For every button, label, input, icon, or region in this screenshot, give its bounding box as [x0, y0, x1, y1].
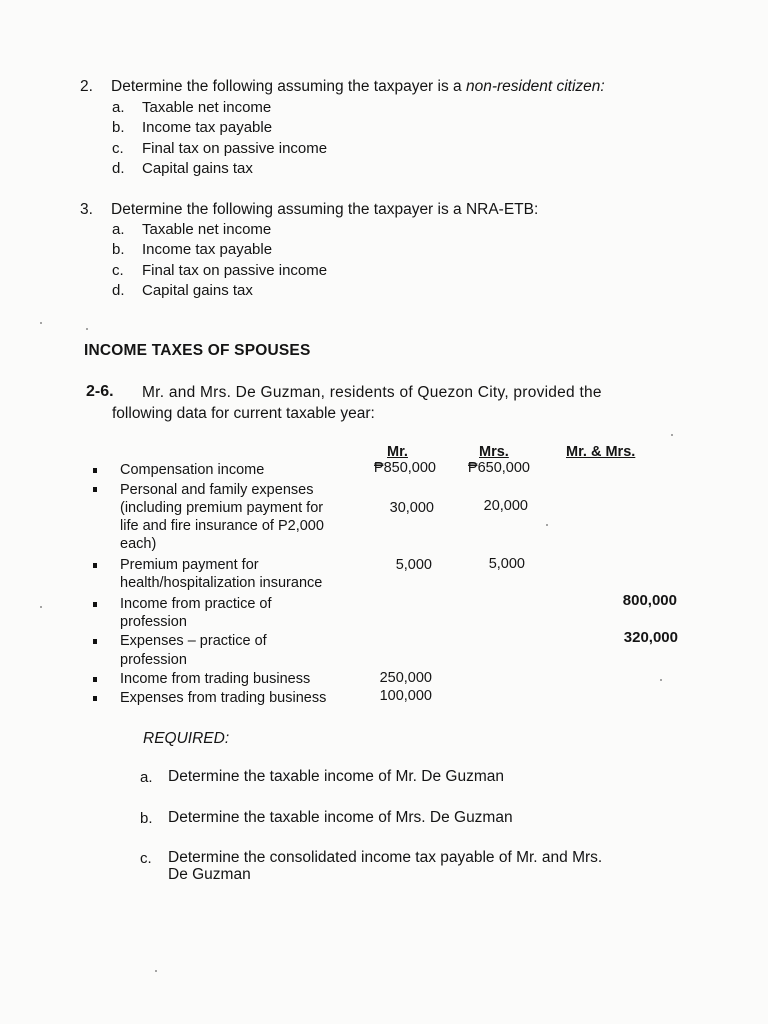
- scan-speck: [40, 322, 42, 324]
- section-heading: INCOME TAXES OF SPOUSES: [84, 342, 311, 359]
- row-compensation-mr: ₱850,000: [373, 460, 436, 476]
- q3-item-d-mark: d.: [112, 282, 125, 299]
- row-personal-mr: 30,000: [389, 500, 434, 516]
- q2-item-b-mark: b.: [112, 119, 125, 136]
- bullet-icon: [93, 677, 97, 682]
- problem-intro-line1: Mr. and Mrs. De Guzman, residents of Quezon City, provided the: [142, 384, 602, 401]
- row-trading-expense-label: Expenses from trading business: [120, 690, 327, 706]
- q3-number: 3.: [80, 201, 93, 218]
- required-title: REQUIRED:: [143, 730, 230, 747]
- required-c-text-line2: De Guzman: [168, 866, 251, 883]
- row-practice-income-label-line2: profession: [120, 614, 187, 630]
- row-trading-expense-mr: 100,000: [379, 688, 432, 704]
- problem-number: 2-6.: [86, 383, 114, 400]
- row-personal-label-line2: (including premium payment for: [120, 500, 324, 516]
- required-b-mark: b.: [140, 810, 153, 827]
- q3-item-a-text: Taxable net income: [142, 221, 272, 238]
- row-premium-label-line2: health/hospitalization insurance: [120, 575, 323, 591]
- row-practice-expense-label-line2: profession: [120, 652, 187, 668]
- required-b-text: Determine the taxable income of Mrs. De Guzman: [168, 809, 513, 826]
- row-personal-label-line3: life and fire insurance of P2,000: [120, 518, 324, 534]
- required-c-text-line1: Determine the consolidated income tax payable of Mr. and Mrs.: [168, 849, 603, 866]
- q2-item-b-text: Income tax payable: [142, 119, 273, 136]
- q2-item-d-mark: d.: [112, 160, 125, 177]
- bullet-icon: [93, 696, 97, 701]
- q3-item-d-text: Capital gains tax: [142, 282, 253, 299]
- bullet-icon: [93, 602, 97, 607]
- q3-item-b-mark: b.: [112, 241, 125, 258]
- scan-speck: [546, 524, 548, 526]
- q2-prompt-lead: Determine the following assuming the taxpayer is a: [111, 78, 466, 95]
- q3-item-c-mark: c.: [112, 262, 124, 279]
- scan-speck: [40, 606, 42, 608]
- required-c-mark: c.: [140, 850, 152, 867]
- q2-item-c-mark: c.: [112, 140, 124, 157]
- row-compensation-label: Compensation income: [120, 462, 265, 478]
- row-trading-income-mr: 250,000: [379, 670, 432, 686]
- row-personal-label-line1: Personal and family expenses: [120, 482, 314, 498]
- row-personal-mrs: 20,000: [483, 498, 528, 514]
- required-a-mark: a.: [140, 769, 153, 786]
- row-premium-mrs: 5,000: [488, 556, 525, 572]
- q2-prompt: [111, 78, 605, 96]
- q2-item-c-text: Final tax on passive income: [142, 140, 328, 157]
- q2-number: 2.: [80, 78, 93, 95]
- scan-speck: [671, 434, 673, 436]
- column-header-mrs: Mrs.: [479, 444, 509, 460]
- problem-intro-line2: following data for current taxable year:: [112, 405, 375, 422]
- q2-item-a-mark: a.: [112, 99, 125, 116]
- row-practice-expense-joint: 320,000: [623, 629, 678, 646]
- q3-item-c-text: Final tax on passive income: [142, 262, 328, 279]
- bullet-icon: [93, 639, 97, 644]
- required-a-text: Determine the taxable income of Mr. De Guzman: [168, 768, 504, 785]
- row-practice-income-label-line1: Income from practice of: [120, 596, 272, 612]
- row-compensation-mrs: ₱650,000: [467, 460, 530, 476]
- bullet-icon: [93, 563, 97, 568]
- q2-prompt-emphasis: non-resident citizen:: [465, 78, 605, 95]
- column-header-joint: Mr. & Mrs.: [566, 444, 636, 460]
- row-trading-income-label: Income from trading business: [120, 671, 311, 687]
- row-personal-label-line4: each): [120, 536, 157, 552]
- row-premium-label-line1: Premium payment for: [120, 557, 259, 573]
- scan-speck: [86, 328, 88, 330]
- q2-item-d-text: Capital gains tax: [142, 160, 253, 177]
- q2-item-a-text: Taxable net income: [142, 99, 272, 116]
- row-practice-income-joint: 800,000: [622, 592, 677, 609]
- row-practice-expense-label-line1: Expenses – practice of: [120, 633, 267, 649]
- bullet-icon: [93, 468, 97, 473]
- scan-speck: [660, 679, 662, 681]
- q3-prompt: Determine the following assuming the taxpayer is a NRA-ETB:: [111, 201, 539, 218]
- column-header-mr: Mr.: [387, 444, 408, 460]
- q3-item-b-text: Income tax payable: [142, 241, 273, 258]
- scan-speck: [155, 970, 157, 972]
- row-premium-mr: 5,000: [395, 557, 432, 573]
- q3-item-a-mark: a.: [112, 221, 125, 238]
- bullet-icon: [93, 487, 97, 492]
